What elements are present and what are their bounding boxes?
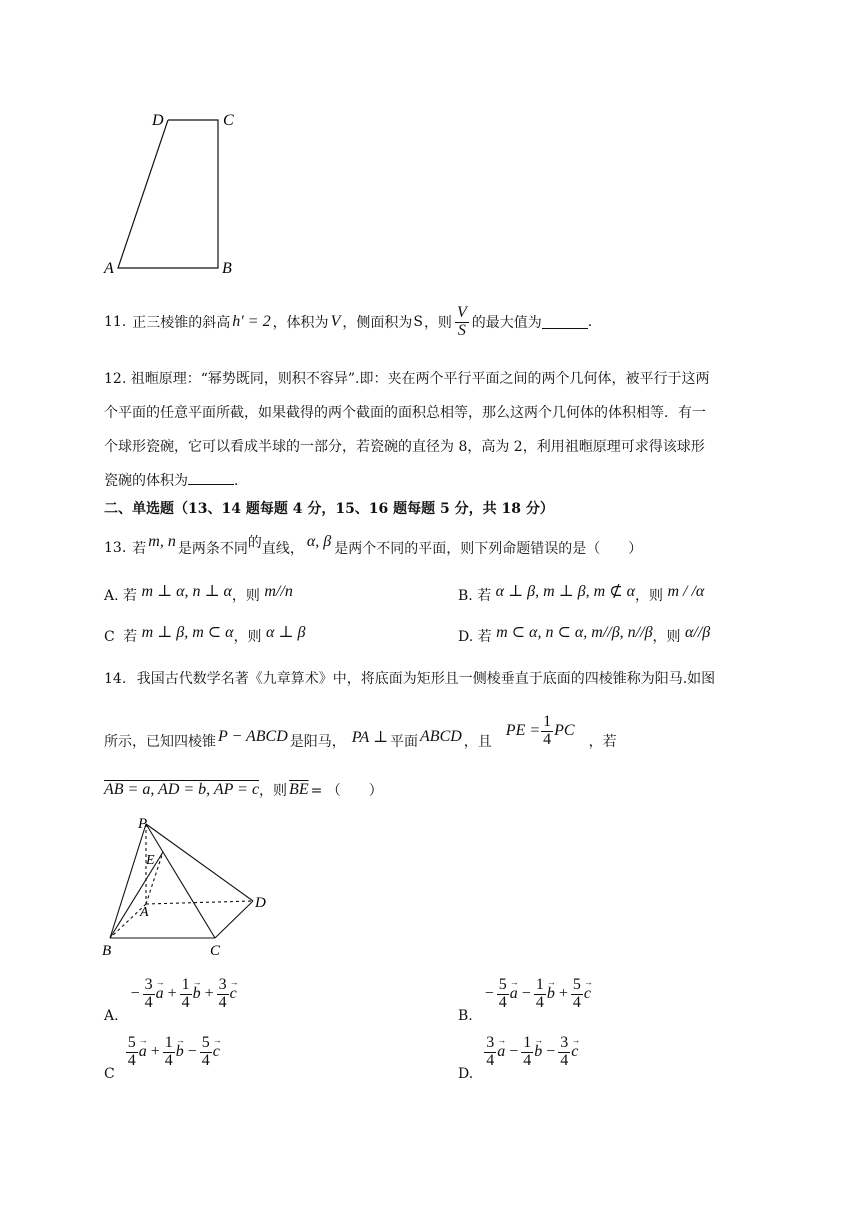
vector-c: c → — [583, 977, 593, 1003]
q13-B-then: ，则 — [635, 588, 663, 604]
q14-line-3 — [104, 780, 383, 800]
q12-number: 12. — [104, 371, 127, 387]
q14-math-pc: PC — [554, 722, 575, 739]
section-2-title: 二、单选题（13、14 题每题 4 分，15、16 题每题 5 分，共 18 分） — [104, 501, 554, 517]
vector-arrow-icon: → — [229, 977, 239, 988]
q13-text-3: 直线， — [261, 541, 304, 557]
q14-option-expression — [483, 977, 593, 1012]
vector-arrow-icon: → — [546, 977, 556, 988]
trapezoid-figure — [100, 105, 250, 285]
q13-D-result: α//β — [684, 624, 711, 641]
q12-end: . — [234, 473, 239, 489]
q11-math-s: S — [413, 314, 423, 330]
fraction-denominator: 4 — [144, 993, 153, 1011]
edge-BE — [110, 852, 163, 938]
q14-math-pa: PA ⊥ — [351, 729, 389, 746]
q13-C-label: C — [104, 629, 115, 645]
vector-arrow-icon: → — [155, 977, 165, 988]
label-D: D — [152, 112, 164, 129]
fraction-denominator: 4 — [127, 1051, 136, 1069]
q11-text-3: ，侧面积为 — [342, 315, 413, 331]
term-fraction — [497, 977, 509, 1012]
term-fraction — [143, 977, 155, 1012]
q13-D-math: m ⊂ α, n ⊂ α, m//β, n//β — [496, 624, 653, 641]
q14-math-pabcd: P − ABCD — [218, 728, 288, 745]
q11-fraction — [455, 305, 469, 340]
fraction-numerator: 5 — [201, 1034, 210, 1051]
q11-blank[interactable] — [542, 316, 588, 329]
fraction-numerator: 5 — [572, 976, 581, 993]
q13-C-if: 若 — [123, 629, 138, 645]
q14-option-label: A. — [104, 1007, 119, 1024]
trapezoid-outline — [118, 120, 218, 268]
term-sign: − — [521, 985, 531, 1003]
fraction-numerator: 3 — [144, 976, 153, 993]
q14-text-5: ，若 — [588, 734, 617, 750]
vector-arrow-icon: → — [212, 1035, 222, 1046]
q13-C-then: ，则 — [233, 629, 262, 645]
term-sign: + — [204, 985, 214, 1003]
q13-option-C[interactable] — [104, 626, 305, 646]
fraction-denominator: 4 — [523, 1051, 532, 1069]
vector-b: b → — [534, 1035, 544, 1061]
q13-math-ab: α, β — [306, 533, 332, 550]
edge-AD-dashed — [146, 901, 253, 904]
q14-pe-num: 1 — [543, 712, 552, 730]
fraction-denominator: 4 — [572, 993, 581, 1011]
q11-text-5: 的最大值为 — [471, 315, 542, 331]
term-sign: − — [546, 1043, 556, 1061]
vector-b: b → — [546, 977, 556, 1003]
edge-CD — [215, 901, 253, 938]
q11-text-2: ，体积为 — [272, 315, 329, 331]
term-fraction — [200, 1035, 212, 1070]
q12-line-3: 个球形瓷碗，它可以看成半球的一部分，若瓷碗的直径为 8，高为 2，利用祖暅原理可求得该球形 — [104, 439, 705, 455]
q13-A-result: m//n — [264, 583, 293, 600]
q14-option-label: B. — [458, 1007, 473, 1024]
q14-option-B[interactable] — [458, 976, 593, 1024]
q14-vector-assignments: AB = a, AD = b, AP = c — [104, 781, 260, 798]
q11-number: 11. — [104, 314, 127, 330]
q12-line-2: 个平面的任意平面所截，如果截得的两个截面的面积总相等，那么这两个几何体的体积相等．有一 — [104, 405, 706, 421]
label-C2: C — [210, 943, 221, 959]
term-sign: − — [509, 1043, 519, 1061]
q13-A-math: m ⊥ α, n ⊥ α — [141, 583, 232, 600]
term-fraction — [558, 1035, 570, 1070]
q13-C-result: α ⊥ β — [266, 624, 306, 641]
fraction-numerator: 3 — [218, 976, 227, 993]
fraction-numerator: 3 — [560, 1034, 569, 1051]
q11-text-1: 正三棱锥的斜高 — [132, 315, 231, 331]
q12-blank[interactable] — [188, 472, 234, 485]
q14-text-1: 所示，已知四棱锥 — [104, 734, 216, 750]
term-sign: − — [130, 985, 140, 1003]
q11-frac-num: V — [456, 303, 467, 321]
label-P: P — [138, 816, 148, 832]
vector-arrow-icon: → — [192, 977, 202, 988]
q14-number: 14. — [104, 671, 127, 687]
vector-arrow-icon: → — [509, 977, 519, 988]
term-sign: + — [558, 985, 568, 1003]
fraction-numerator: 1 — [535, 976, 544, 993]
q13-C-math: m ⊥ β, m ⊂ α — [141, 624, 234, 641]
edge-PD — [146, 824, 253, 901]
term-fraction — [163, 1035, 175, 1070]
q14-text-7: = （ ） — [310, 783, 383, 799]
q14-option-D[interactable] — [458, 1034, 581, 1082]
q13-B-label: B. 若 — [458, 588, 492, 604]
term-fraction — [521, 1035, 533, 1070]
q14-math-pe: PE = — [505, 722, 541, 739]
q13-D-then: ，则 — [652, 629, 681, 645]
vector-a: a → — [509, 977, 519, 1003]
vector-arrow-icon: → — [534, 1035, 544, 1046]
fraction-denominator: 4 — [535, 993, 544, 1011]
vector-c: c → — [229, 977, 239, 1003]
q14-text-3: 平面 — [390, 734, 419, 750]
q14-line-2 — [104, 712, 617, 767]
q13-option-D[interactable] — [458, 626, 710, 646]
label-C: C — [223, 112, 234, 129]
q13-option-A[interactable] — [104, 585, 293, 605]
term-sign: + — [150, 1043, 160, 1061]
q12-line-1: 祖暅原理：“幂势既同，则积不容异”.即：夹在两个平行平面之间的两个几何体，被平行于这两 — [130, 371, 710, 387]
q13-text-2b: 的 — [247, 535, 262, 551]
q11-text-4: ，则 — [423, 315, 452, 331]
fraction-denominator: 4 — [486, 1051, 495, 1069]
vector-arrow-icon: → — [571, 1035, 581, 1046]
vector-arrow-icon: → — [497, 1035, 507, 1046]
q13-option-B[interactable] — [458, 585, 704, 605]
term-fraction — [484, 1035, 496, 1070]
q14-pe-fraction — [541, 714, 553, 749]
vector-b: b → — [192, 977, 202, 1003]
term-sign: − — [187, 1043, 197, 1061]
term-fraction — [534, 977, 546, 1012]
q11-math-v: V — [330, 313, 341, 330]
q14-text-4: ，且 — [463, 734, 492, 750]
q13-math-mn: m, n — [148, 533, 176, 550]
q14-math-abcd: ABCD — [420, 728, 462, 745]
q13-text-4: 是两个不同的平面，则下列命题错误的是（ ） — [334, 541, 643, 557]
vector-b: b → — [175, 1035, 185, 1061]
label-A: A — [104, 260, 114, 277]
term-sign: − — [484, 985, 494, 1003]
term-fraction — [180, 977, 192, 1012]
fraction-denominator: 4 — [560, 1051, 569, 1069]
label-D2: D — [255, 895, 266, 911]
fraction-numerator: 1 — [164, 1034, 173, 1051]
term-fraction — [126, 1035, 138, 1070]
vector-c: c → — [212, 1035, 222, 1061]
q13-D-label: D. 若 — [458, 629, 492, 645]
vector-a: a → — [497, 1035, 507, 1061]
vector-arrow-icon: → — [175, 1035, 185, 1046]
q14-pe-den: 4 — [543, 730, 552, 748]
fraction-denominator: 4 — [498, 993, 507, 1011]
q13-B-result: m / /α — [667, 583, 705, 600]
q13-text-2: 是两条不同 — [177, 541, 248, 557]
q13-number: 13. — [104, 540, 127, 556]
vector-a: a → — [138, 1035, 148, 1061]
vector-c: c → — [571, 1035, 581, 1061]
vector-arrow-icon: → — [583, 977, 593, 988]
q14-option-label: C — [104, 1065, 115, 1082]
q11-math-h: h′ = 2 — [232, 313, 271, 330]
fraction-denominator: 4 — [181, 993, 190, 1011]
q13-text-1: 若 — [132, 541, 147, 557]
q14-text-6: ，则 — [259, 783, 288, 799]
vector-a: a → — [155, 977, 165, 1003]
q13-A-label: A. 若 — [104, 588, 138, 604]
q12-line-4: 瓷碗的体积为 — [104, 473, 188, 489]
question-13 — [104, 533, 643, 558]
fraction-denominator: 4 — [218, 993, 227, 1011]
label-E: E — [146, 853, 155, 868]
term-fraction — [217, 977, 229, 1012]
q14-option-expression — [483, 1035, 580, 1070]
fraction-denominator: 4 — [164, 1051, 173, 1069]
term-sign: + — [167, 985, 177, 1003]
question-11 — [104, 298, 592, 346]
q11-end: . — [587, 314, 593, 330]
pyramid-figure — [98, 812, 283, 962]
fraction-numerator: 1 — [181, 976, 190, 993]
edge-PC — [146, 824, 215, 938]
q14-option-expression — [125, 1035, 222, 1070]
q14-option-expression — [129, 977, 239, 1012]
vector-arrow-icon: → — [138, 1035, 148, 1046]
fraction-denominator: 4 — [201, 1051, 210, 1069]
q14-line-1: 我国古代数学名著《九章算术》中，将底面为矩形且一侧棱垂直于底面的四棱锥称为阳马.如图 — [136, 671, 716, 687]
q14-option-C[interactable] — [104, 1034, 222, 1082]
fraction-numerator: 1 — [523, 1034, 532, 1051]
q14-text-2: 是阳马， — [289, 734, 346, 750]
fraction-numerator: 3 — [486, 1034, 495, 1051]
q14-math-be: $\overline{BE}$ — [289, 781, 309, 798]
q14-option-label: D. — [458, 1065, 474, 1082]
q11-frac-den: S — [457, 321, 466, 339]
q14-option-A[interactable] — [104, 976, 239, 1024]
question-12 — [104, 362, 709, 498]
label-A2: A — [140, 905, 149, 920]
fraction-numerator: 5 — [127, 1034, 136, 1051]
label-B: B — [222, 260, 232, 277]
q13-A-then: ，则 — [231, 588, 260, 604]
question-14 — [104, 668, 715, 688]
fraction-numerator: 5 — [498, 976, 507, 993]
term-fraction — [571, 977, 583, 1012]
q13-B-math: α ⊥ β, m ⊥ β, m ⊄ α — [495, 583, 635, 600]
label-B2: B — [102, 943, 112, 959]
